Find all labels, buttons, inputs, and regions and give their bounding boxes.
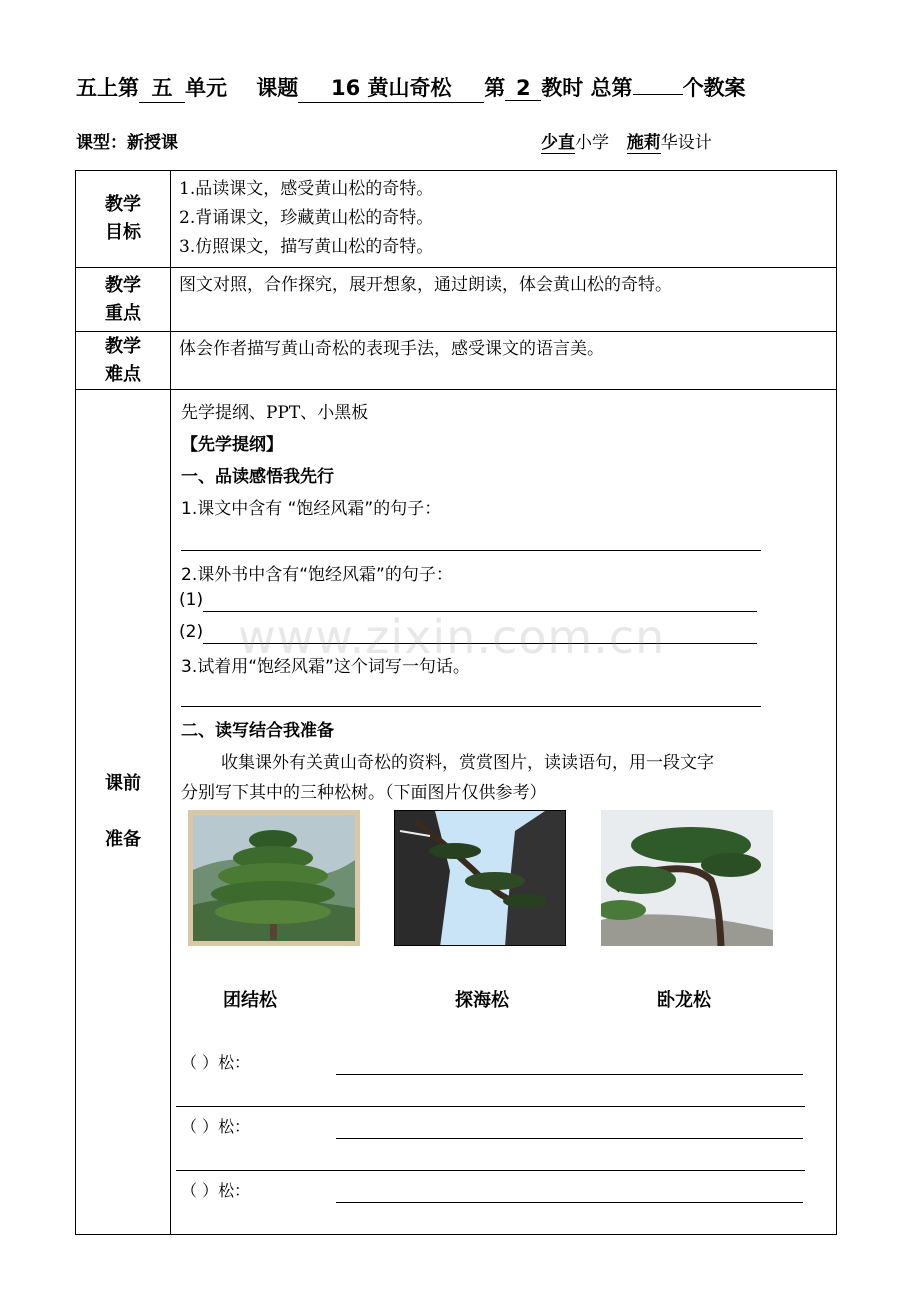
goal-item: 1.品读课文，感受黄山松的奇特。 — [179, 179, 434, 199]
difficulty-label: 教学 难点 — [76, 332, 171, 390]
goals-row — [76, 171, 837, 268]
total-number — [633, 94, 683, 95]
goals-label: 教学 目标 — [76, 171, 171, 268]
question-3: 3.试着用“饱经风霜”这个词写一句话。 — [181, 657, 470, 677]
answer-line — [176, 1234, 805, 1235]
question-2: 2.课外书中含有“饱经风霜”的句子： — [181, 565, 453, 585]
answer-line — [181, 550, 761, 551]
difficulty-content: 体会作者描写黄山奇松的表现手法，感受课文的语言美。 — [171, 332, 837, 390]
key-row — [76, 268, 837, 332]
unit-number: 五 — [139, 72, 185, 103]
tanhai-pine-photo — [394, 810, 566, 946]
q2-item-1: (1) — [179, 590, 204, 610]
q2-item-2: (2) — [179, 622, 204, 642]
school-designer: 少直小学 施莉华设计 — [541, 128, 712, 154]
fill-label: （ ）松： — [181, 1181, 251, 1200]
outline-title: 【先学提纲】 — [181, 435, 283, 455]
answer-line — [336, 1074, 803, 1075]
prep-content — [171, 390, 837, 1235]
answer-line — [203, 611, 757, 612]
section1-title: 一、品读感悟我先行 — [181, 467, 334, 487]
goals-content — [171, 171, 837, 268]
answer-line — [336, 1138, 803, 1139]
designer-name: 施莉 — [627, 128, 661, 154]
materials: 先学提纲、PPT、小黑板 — [181, 403, 369, 423]
goal-item: 2.背诵课文，珍藏黄山松的奇特。 — [179, 208, 434, 228]
watermark: www.zixin.com.cn — [238, 610, 666, 664]
lesson-title: 16 黄山奇松 — [298, 72, 484, 103]
task-paragraph-line2: 分别写下其中的三种松树。（下面图片仅供参考） — [181, 783, 547, 803]
period-number: 2 — [505, 76, 541, 101]
key-content: 图文对照，合作探究，展开想象，通过朗读，体会黄山松的奇特。 — [171, 268, 837, 332]
tuanjie-pine-photo — [188, 810, 360, 946]
wolong-pine-photo — [601, 810, 773, 946]
answer-line — [176, 1170, 805, 1171]
answer-line — [336, 1202, 803, 1203]
meta-line — [76, 128, 766, 153]
lesson-plan-table — [75, 170, 837, 1235]
question-1: 1.课文中含有 “饱经风霜”的句子： — [181, 499, 442, 519]
goal-item: 3.仿照课文，描写黄山松的奇特。 — [179, 237, 434, 257]
prep-row — [76, 390, 837, 1235]
caption-tuanjie: 团结松 — [223, 990, 277, 1011]
fill-label: （ ）松： — [181, 1117, 251, 1136]
caption-tanhai: 探海松 — [455, 990, 509, 1011]
answer-line — [176, 1106, 805, 1107]
caption-wolong: 卧龙松 — [657, 990, 711, 1011]
key-label: 教学 重点 — [76, 268, 171, 332]
section2-title: 二、读写结合我准备 — [181, 721, 334, 741]
page-title: 五上第 五 单元 课题 16 黄山奇松 第 2 教时 总第 个教案 — [76, 72, 746, 103]
difficulty-row — [76, 332, 837, 390]
school-name: 少直 — [541, 128, 575, 154]
answer-line — [181, 706, 761, 707]
prep-label: 课前 准备 — [76, 390, 171, 1235]
fill-label: （ ）松： — [181, 1053, 251, 1072]
course-type: 课型：新授课 — [76, 133, 178, 153]
task-paragraph-line1: 收集课外有关黄山奇松的资料，赏赏图片，读读语句，用一段文字 — [221, 753, 714, 773]
answer-line — [203, 643, 757, 644]
